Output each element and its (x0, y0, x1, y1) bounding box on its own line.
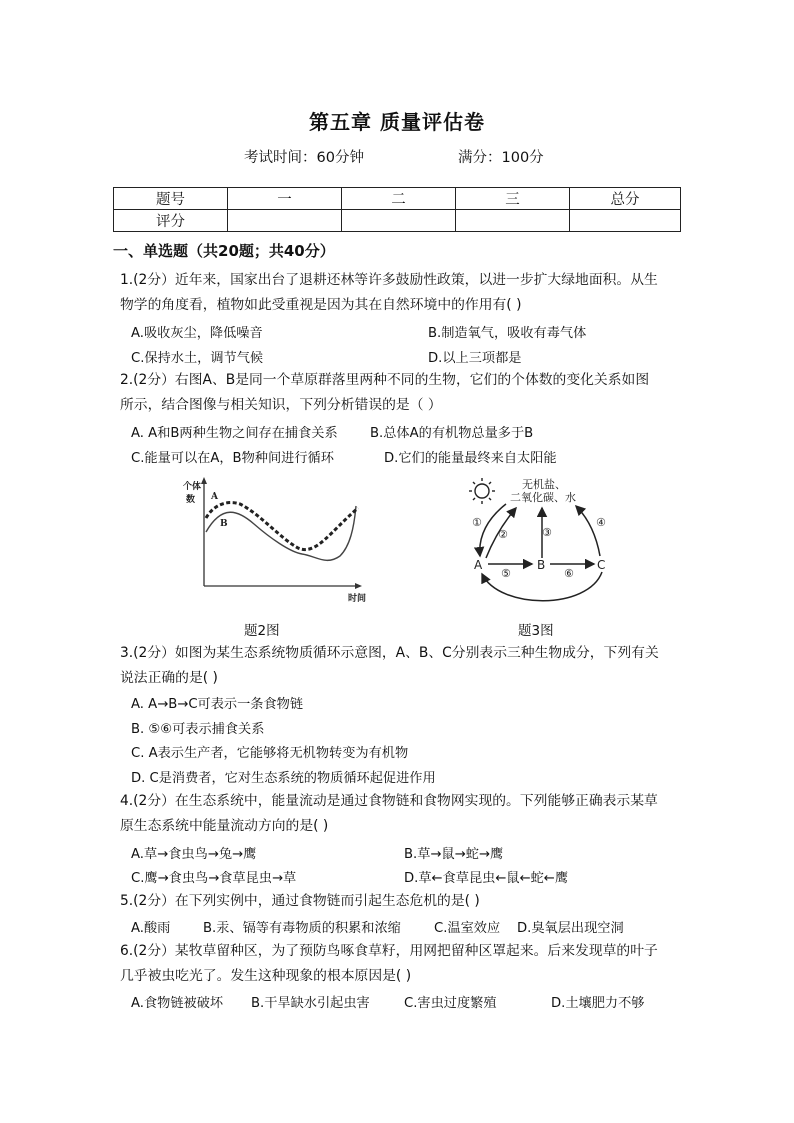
q4-option-b: B.草→鼠→蛇→鹰 (404, 847, 504, 862)
fig3-node-b: B (537, 558, 546, 572)
cell-score-label: 评分 (114, 210, 228, 232)
exam-time: 考试时间：60分钟 (244, 150, 364, 166)
full-score: 满分：100分 (458, 150, 544, 166)
fig3-num-5: ⑤ (501, 567, 511, 580)
fig3-caption: 题3图 (518, 623, 554, 639)
fig2-caption: 题2图 (244, 623, 280, 639)
fig3-cycle-diagram (458, 474, 630, 610)
q2-option-b: B.总体A的有机物总量多于B (370, 426, 534, 441)
question-4-line-2: 原生态系统中能量流动方向的是( ) (120, 817, 329, 834)
q1-option-c: C.保持水土，调节气候 (131, 351, 264, 366)
q3-option-c: C. A表示生产者，它能够将无机物转变为有机物 (131, 746, 409, 761)
sun-icon (469, 478, 495, 504)
score-table-score-row (114, 210, 681, 232)
q6-option-a: A.食物链被破坏 (131, 996, 224, 1011)
question-3 (120, 641, 685, 690)
fig2-label-b: B (220, 519, 228, 529)
question-4-line-1: 4.(2分）在生态系统中，能量流动是通过食物链和食物网实现的。下列能够正确表示某草 (120, 793, 658, 809)
fig2-label-a: A (211, 492, 218, 502)
q2-option-c: C.能量可以在A，B物种间进行循环 (131, 451, 334, 466)
q4-option-c: C.鹰→食虫鸟→食草昆虫→草 (131, 871, 297, 886)
q4-option-d: D.草←食草昆虫←鼠←蛇←鹰 (404, 871, 569, 886)
fig3-arrow-4 (576, 506, 600, 556)
cell-score-1 (228, 210, 342, 232)
q6-option-d: D.土壤肥力不够 (551, 996, 645, 1011)
fig3-num-4: ④ (596, 516, 606, 529)
q3-option-d: D. C是消费者，它对生态系统的物质循环起促进作用 (131, 771, 436, 786)
q1-option-b: B.制造氧气，吸收有毒气体 (428, 326, 587, 341)
fig2-x-arrow (355, 583, 362, 589)
q5-option-a: A.酸雨 (131, 921, 171, 936)
q5-option-c: C.温室效应 (434, 921, 501, 936)
q1-option-d: D.以上三项都是 (428, 351, 522, 366)
fig2-population-graph (180, 474, 380, 606)
cell-score-total (570, 210, 681, 232)
fig2-curve-a (206, 503, 358, 550)
question-3-line-2: 说法正确的是( ) (120, 669, 218, 686)
q5-option-d: D.臭氧层出现空洞 (517, 921, 624, 936)
question-5-line-1: 5.(2分）在下列实例中，通过食物链而引起生态危机的是( ) (120, 893, 480, 909)
question-6-line-2: 几乎被虫吃光了。发生这种现象的根本原因是( ) (120, 967, 412, 984)
q3-option-b: B. ⑤⑥可表示捕食关系 (131, 722, 265, 737)
fig3-num-6: ⑥ (564, 567, 574, 580)
cell-total: 总分 (570, 188, 681, 210)
q3-option-a: A. A→B→C可表示一条食物链 (131, 697, 304, 712)
question-1-line-2: 物学的角度看，植物如此受重视是因为其在自然环境中的作用有( ) (120, 296, 522, 313)
question-5 (120, 889, 685, 914)
fig3-num-1: ① (472, 516, 482, 529)
q4-option-a: A.草→食虫鸟→兔→鹰 (131, 847, 257, 862)
score-table-header-row (114, 188, 681, 210)
q2-option-d: D.它们的能量最终来自太阳能 (384, 451, 557, 466)
cell-section-2: 二 (342, 188, 456, 210)
cell-section-1: 一 (228, 188, 342, 210)
cell-section-3: 三 (456, 188, 570, 210)
question-6 (120, 939, 685, 988)
fig3-top-label-2: 二氧化碳、水 (510, 491, 576, 504)
fig3-node-a: A (474, 558, 483, 572)
fig2-y-arrow (201, 477, 207, 484)
fig3-arrow-bottom (482, 572, 602, 601)
question-4 (120, 789, 685, 838)
q6-option-b: B.干旱缺水引起虫害 (251, 996, 370, 1011)
fig2-ylabel-2: 数 (186, 495, 196, 505)
cell-question-number: 题号 (114, 188, 228, 210)
question-2-line-1: 2.(2分）右图A、B是同一个草原群落里两种不同的生物，它们的个体数的变化关系如图 (120, 372, 650, 388)
question-3-line-1: 3.(2分）如图为某生态系统物质循环示意图，A、B、C分别表示三种生物成分，下列有关 (120, 645, 659, 661)
section-title: 一、单选题（共20题；共40分） (113, 242, 335, 260)
score-table (113, 187, 681, 232)
q1-option-a: A.吸收灰尘，降低噪音 (131, 326, 263, 341)
fig2-xlabel: 时间 (348, 594, 367, 604)
question-6-line-1: 6.(2分）某牧草留种区，为了预防鸟啄食草籽，用网把留种区罩起来。后来发现草的叶子 (120, 943, 658, 959)
cell-score-2 (342, 210, 456, 232)
cell-score-3 (456, 210, 570, 232)
q6-option-c: C.害虫过度繁殖 (404, 996, 497, 1011)
question-1 (120, 268, 685, 317)
fig3-num-2: ② (498, 528, 508, 541)
question-1-line-1: 1.(2分）近年来，国家出台了退耕还林等许多鼓励性政策，以进一步扩大绿地面积。从生 (120, 272, 658, 288)
question-2 (120, 368, 685, 417)
fig3-num-3: ③ (542, 526, 552, 539)
q2-option-a: A. A和B两种生物之间存在捕食关系 (131, 426, 338, 441)
page-title: 第五章 质量评估卷 (309, 110, 485, 134)
fig3-node-c: C (597, 558, 606, 572)
fig3-top-label-1: 无机盐、 (522, 478, 566, 491)
question-2-line-2: 所示，结合图像与相关知识，下列分析错误的是（ ） (120, 396, 442, 413)
fig2-ylabel-1: 个体 (183, 482, 202, 492)
q5-option-b: B.汞、镉等有毒物质的积累和浓缩 (203, 921, 401, 936)
